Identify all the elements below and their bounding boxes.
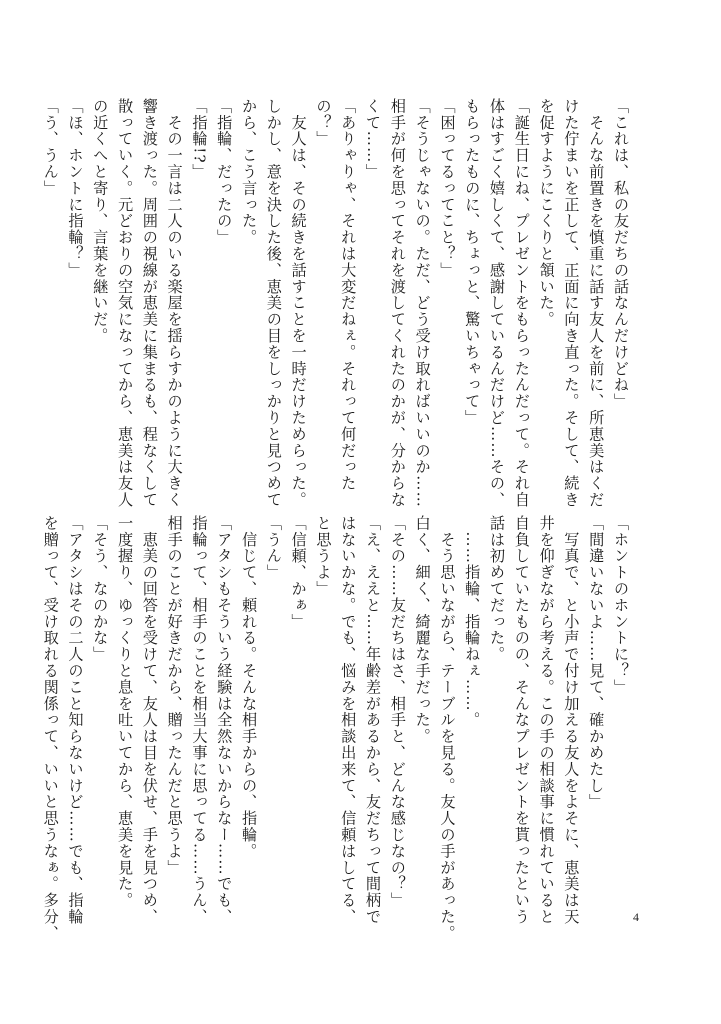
text-line: 「うん」 bbox=[264, 515, 283, 581]
text-line: 写真で、と小声で付け加える友人をよそに、恵美は天 bbox=[562, 515, 581, 925]
text-line: しかし、意を決した後、恵美の目をしっかりと見つめて bbox=[264, 98, 283, 508]
text-line: 「間違いないよ……見て、確かめたし」 bbox=[587, 515, 606, 811]
text-line: 「信頼、かぁ」 bbox=[289, 515, 308, 630]
text-line: の近くへと寄り、言葉を継いだ。 bbox=[91, 98, 110, 344]
text-line: 自負していたものの、そんなプレゼントを貰ったという bbox=[512, 515, 531, 925]
text-line: 「これは、私の友だちの話なんだけどね」 bbox=[612, 98, 630, 410]
text-line: 相手が何を思ってそれを渡してくれたのかが、分からな bbox=[388, 98, 407, 508]
text-line: 「アタシはその二人のこと知らないけど……でも、指輪 bbox=[66, 515, 85, 925]
text-line: 「ほ、ホントに指輪？」 bbox=[66, 98, 85, 279]
text-line: 指輪って、相手のことを相当大事に思ってる……うん、 bbox=[190, 515, 209, 925]
text-line: 「う、うん」 bbox=[41, 98, 60, 197]
text-line: 「指輪、だったの」 bbox=[215, 98, 234, 246]
text-line: そんな前置きを慎重に話す友人を前に、所恵美はくだ bbox=[587, 98, 606, 508]
text-line: から、こう言った。 bbox=[240, 98, 259, 246]
text-block-top bbox=[41, 98, 633, 508]
text-line: を贈って、受け取れる関係って、いいと思うなぁ。多分、 bbox=[41, 515, 60, 942]
text-line: 話は初めてだった。 bbox=[488, 515, 507, 663]
text-line: 白く、細く、綺麗な手だった。 bbox=[413, 515, 432, 745]
text-line: と思うよ」 bbox=[314, 515, 333, 597]
text-line: 「そうじゃないの。ただ、どう受け取ればいいのか…… bbox=[413, 98, 432, 508]
text-line: 「その……友だちはさ、相手と、どんな感じなの？」 bbox=[388, 515, 407, 909]
text-line: 恵美の回答を受けて、友人は目を伏せ、手を見つめ、 bbox=[140, 515, 159, 925]
text-line: 相手のことが好きだから、贈ったんだと思うよ」 bbox=[165, 515, 184, 876]
text-block-bottom bbox=[41, 515, 633, 942]
text-line: 一度握り、ゆっくりと息を吐いてから、恵美を見た。 bbox=[116, 515, 135, 909]
text-line: 響き渡った。周囲の視線が恵美に集まるも、程なくして bbox=[140, 98, 159, 508]
text-line: 「アタシもそういう経験は全然ないからなー……でも、 bbox=[215, 515, 234, 925]
text-line: けた佇まいを正して、正面に向き直った。そして、続き bbox=[562, 98, 581, 508]
text-line: くて……」 bbox=[364, 98, 383, 180]
text-line: もらったものに、ちょっと、驚いちゃって」 bbox=[463, 98, 482, 426]
text-line: 散っていく。元どおりの空気になってから、恵美は友人 bbox=[116, 98, 135, 508]
text-line: 「困ってるってこと？」 bbox=[438, 98, 457, 279]
text-line: その一言は二人のいる楽屋を揺らすかのように大きく bbox=[165, 98, 184, 508]
text-line: 「え、ええと……年齢差があるから、友だちって間柄で bbox=[364, 515, 383, 925]
text-line: 「ありゃりゃ、それは大変だねぇ。それって何だった bbox=[339, 98, 358, 492]
text-line: を促すようにこくりと頷いた。 bbox=[537, 98, 556, 328]
text-line: 信じて、頼れる。そんな相手からの、指輪。 bbox=[240, 515, 259, 860]
text-line: 井を仰ぎながら考える。この手の相談事に慣れていると bbox=[537, 515, 556, 925]
text-line: の？」 bbox=[314, 98, 333, 148]
text-line: はないかな。でも、悩みを相談出来て、信頼はしてる、 bbox=[339, 515, 358, 925]
text-line: 「ホントのホントに？」 bbox=[612, 515, 630, 696]
text-line: そう思いながら、テーブルを見る。友人の手があった。 bbox=[438, 515, 457, 942]
text-line: 「指輪!?」 bbox=[190, 98, 209, 181]
text-line: 「そう、なのかな」 bbox=[91, 515, 110, 663]
text-line: 体はすごく嬉しくて、感謝しているんだけど……その、 bbox=[488, 98, 507, 508]
text-line: 友人は、その続きを話すことを一時だけためらった。 bbox=[289, 98, 308, 508]
text-line: 「誕生日にね、プレゼントをもらったんだって。それ自 bbox=[512, 98, 531, 508]
page-number: 4 bbox=[633, 910, 639, 924]
text-line: ……指輪、指輪ねぇ……。 bbox=[463, 515, 482, 729]
